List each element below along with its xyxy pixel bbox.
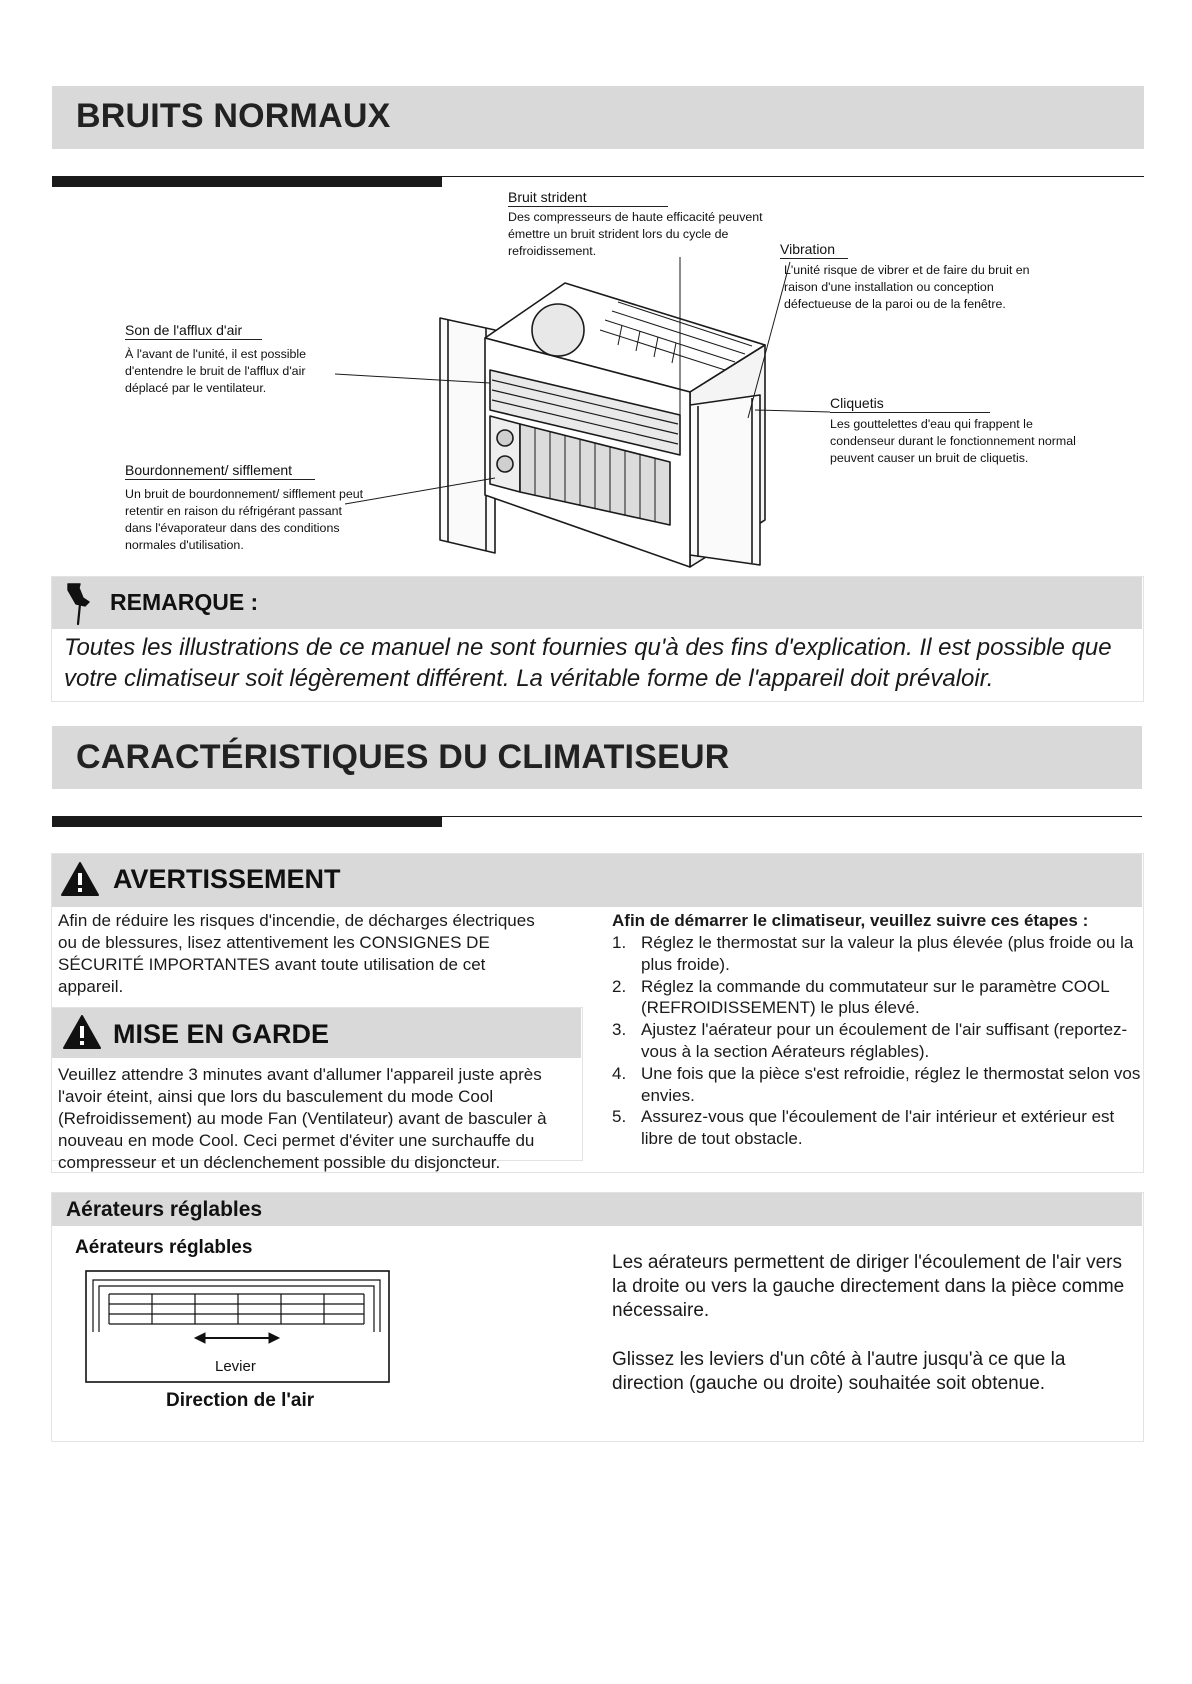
pushpin-icon — [62, 580, 96, 626]
note-text: Toutes les illustrations de ce manuel ne sont fournies qu'à des fins d'explication. Il est possible que votre climatiseur soit légèrement différent. La véritable forme de l'appareil doit prévaloir. — [64, 634, 1112, 692]
callout-label: Cliquetis — [830, 395, 990, 413]
vents-subtitle: Aérateurs réglables — [75, 1237, 253, 1258]
list-item: 3. Ajustez l'aérateur pour un écoulement de l'air suffisant (reportez-vous à la section Aérateurs réglables). — [612, 1020, 1128, 1061]
air-conditioner-illustration — [0, 0, 1192, 600]
section-title-noises: BRUITS NORMAUX — [76, 97, 391, 135]
thick-rule — [52, 816, 442, 827]
warning-text: Afin de réduire les risques d'incendie, de décharges électriques ou de blessures, lisez attentivement les CONSIGNES DE SÉCURITÉ IMPORTANTES avant toute utilisation de cet appareil. — [58, 911, 535, 996]
caution-text: Veuillez attendre 3 minutes avant d'allumer l'appareil juste après l'avoir éteint, ainsi que lors du basculement du mode Cool (Refroidissement) au mode Fan (Ventilateur) avant de basculer à nouveau en mode Cool. Ceci permet d'éviter une surchauffe du compresseur et un déclenchement possible du disjoncteur. — [58, 1065, 547, 1172]
start-steps-title: Afin de démarrer le climatiseur, veuillez suivre ces étapes : — [612, 911, 1089, 930]
callout-text: Les gouttelettes d'eau qui frappent le condenseur durant le fonctionnement normal peuvent causer un bruit de cliquetis. — [830, 417, 1076, 465]
lever-label: Levier — [215, 1358, 256, 1375]
callout-label: Bruit strident — [508, 189, 668, 207]
vents-caption: Direction de l'air — [166, 1390, 315, 1411]
section-title-features: CARACTÉRISTIQUES DU CLIMATISEUR — [76, 738, 730, 776]
callout-label: Bourdonnement/ sifflement — [125, 462, 315, 480]
callout-text: L'unité risque de vibrer et de faire du bruit en raison d'une installation ou conception défectueuse de la paroi ou de la fenêtre. — [784, 263, 1030, 311]
list-item: 5. Assurez-vous que l'écoulement de l'air intérieur et extérieur est libre de tout obstacle. — [612, 1107, 1115, 1149]
callout-text: Des compresseurs de haute efficacité peuvent émettre un bruit strident lors du cycle de refroidissement. — [508, 210, 763, 258]
thin-rule — [442, 816, 1142, 817]
caution-title: MISE EN GARDE — [113, 1019, 330, 1049]
vents-paragraph-2: Glissez les leviers d'un côté à l'autre jusqu'à ce que la direction (gauche ou droite) souhaitée soit obtenue. — [612, 1349, 1066, 1394]
callout-text: À l'avant de l'unité, il est possible d'entendre le bruit de l'afflux d'air déplacé par le ventilateur. — [125, 347, 307, 395]
list-item: 1. Réglez le thermostat sur la valeur la plus élevée (plus froide ou la plus froide). — [612, 933, 1134, 974]
caution-triangle-icon — [62, 1014, 102, 1050]
callout-text: Un bruit de bourdonnement/ sifflement peut retentir en raison du réfrigérant passant dans l'évaporateur dans des conditions normales d'utilisation. — [125, 487, 364, 552]
list-item: 4. Une fois que la pièce s'est refroidie, réglez le thermostat selon vos envies. — [612, 1063, 1141, 1105]
vents-paragraph-1: Les aérateurs permettent de diriger l'écoulement de l'air vers la droite ou vers la gauche directement dans la pièce comme nécessaire. — [612, 1252, 1125, 1321]
callout-label: Son de l'afflux d'air — [125, 322, 262, 340]
list-item: 2. Réglez la commande du commutateur sur le paramètre COOL (REFROIDISSEMENT) le plus élevé. — [612, 976, 1110, 1018]
note-title: REMARQUE : — [110, 589, 259, 615]
start-steps-list — [612, 932, 1147, 1150]
vents-bar-title: Aérateurs réglables — [66, 1198, 263, 1221]
callout-label: Vibration — [780, 241, 848, 259]
warning-title: AVERTISSEMENT — [113, 864, 341, 894]
start-steps — [612, 910, 1147, 1150]
warning-triangle-icon — [60, 861, 100, 897]
